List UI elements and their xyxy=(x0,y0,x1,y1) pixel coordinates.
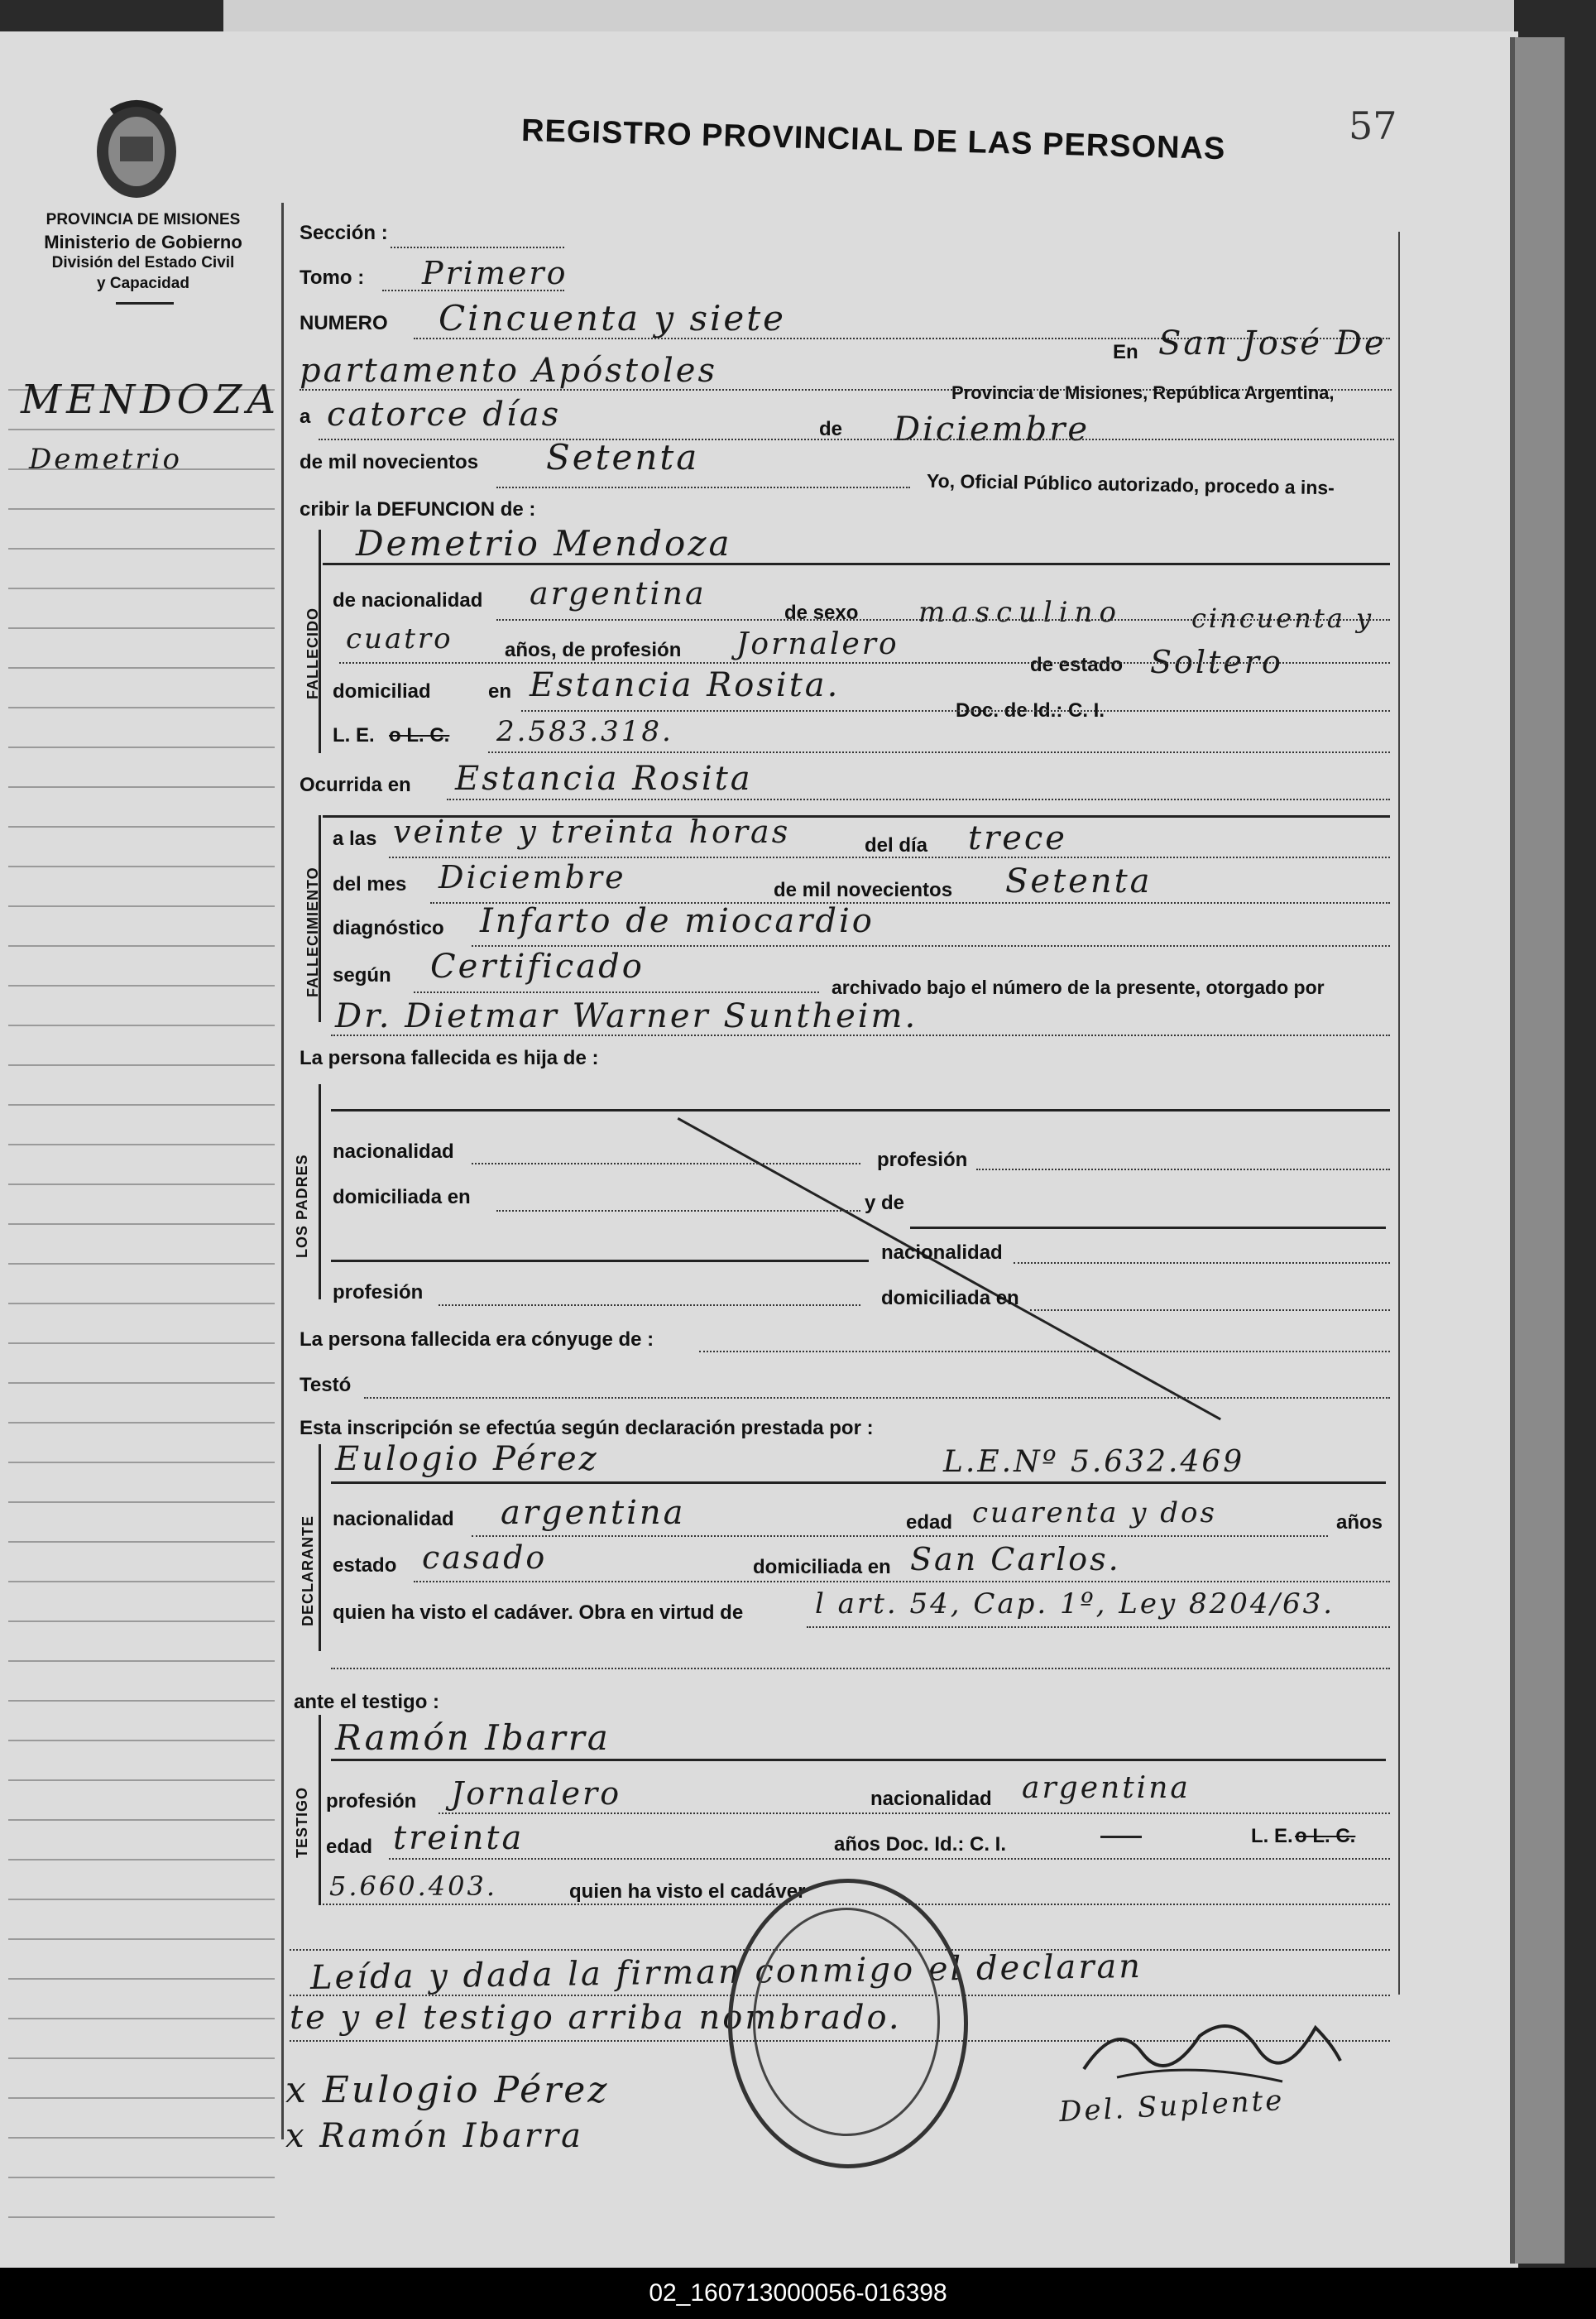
padre-profesion-label-2: profesión xyxy=(333,1281,424,1304)
margin-rule xyxy=(8,1104,275,1106)
margin-rule xyxy=(8,667,275,669)
profesion-value: Jornalero xyxy=(736,627,899,661)
del-dia-label: del día xyxy=(865,834,928,857)
division-label-1: División del Estado Civil xyxy=(51,254,235,271)
margin-rule xyxy=(8,1740,275,1741)
numero-value: Cincuenta y siete xyxy=(439,298,787,338)
de-label: de xyxy=(819,418,843,440)
seccion-label: Sección : xyxy=(300,222,388,244)
margin-rule xyxy=(8,826,275,828)
margin-rule xyxy=(8,2216,275,2218)
test-profesion-label: profesión xyxy=(326,1790,417,1812)
nacionalidad-label: de nacionalidad xyxy=(333,589,483,612)
padres-line-2 xyxy=(331,1260,869,1262)
margin-rule xyxy=(8,2137,275,2139)
testo-label: Testó xyxy=(300,1374,352,1396)
form-right-border xyxy=(1398,232,1400,1995)
margin-rule xyxy=(8,1342,275,1344)
margin-rule xyxy=(8,1581,275,1582)
en-label-2: en xyxy=(488,680,512,703)
obra-virtud-line xyxy=(807,1626,1390,1628)
margin-rule xyxy=(8,1501,275,1503)
del-mes-label: del mes xyxy=(333,873,407,895)
margin-rule xyxy=(8,1978,275,1980)
decl-nacionalidad-value: argentina xyxy=(501,1494,686,1532)
margin-rule xyxy=(8,1620,275,1622)
test-nacionalidad-label: nacionalidad xyxy=(870,1788,992,1810)
inscripcion-label: Esta inscripción se efectúa según declaración prestada por : xyxy=(300,1417,874,1439)
declarante-bracket xyxy=(319,1444,321,1651)
madre-domicilio-line xyxy=(1030,1309,1390,1311)
de-mil-novecientos-label: de mil novecientos xyxy=(300,451,479,473)
ante-testigo-label: ante el testigo : xyxy=(294,1691,440,1713)
ano-fall-value: Setenta xyxy=(1005,862,1153,900)
nacionalidad-value: argentina xyxy=(530,575,707,612)
margin-rule xyxy=(8,548,275,550)
test-edad-line xyxy=(389,1858,1390,1860)
margin-rule xyxy=(8,985,275,987)
test-doc-value: 5.660.403. xyxy=(329,1870,498,1902)
margin-rule xyxy=(8,2057,275,2059)
ocurrida-line xyxy=(447,799,1390,800)
margin-rule xyxy=(8,1025,275,1026)
fallecimiento-side-label: FALLECIMIENTO xyxy=(304,867,321,997)
testigo-line xyxy=(331,1759,1386,1761)
test-doc-dash xyxy=(1100,1836,1142,1838)
ano-value: Setenta xyxy=(546,437,700,478)
margin-rule xyxy=(8,627,275,629)
margin-rule xyxy=(8,1064,275,1066)
y-de-label: y de xyxy=(865,1192,905,1214)
testo-line xyxy=(364,1397,1390,1399)
provincia-label: Provincia de Misiones, República Argentina, xyxy=(951,382,1335,403)
margin-rule xyxy=(8,1541,275,1543)
profesion-line xyxy=(339,662,1390,664)
padre-domicilio-label: domiciliada en xyxy=(333,1186,471,1208)
segun-line xyxy=(414,991,819,993)
tomo-value: Primero xyxy=(422,255,568,291)
domicilio-value: Estancia Rosita. xyxy=(530,666,841,704)
test-profesion-line xyxy=(439,1812,1390,1814)
padre-profesion-line-2 xyxy=(439,1304,860,1306)
medico-value: Dr. Dietmar Warner Suntheim. xyxy=(335,997,918,1035)
decl-nacionalidad-line xyxy=(472,1535,1328,1537)
padre-nacionalidad-line xyxy=(472,1163,860,1164)
le-value: 2.583.318. xyxy=(496,715,673,748)
official-title: Del. Suplente xyxy=(1058,2083,1286,2129)
margin-rule xyxy=(8,1819,275,1821)
page-edge xyxy=(223,0,1514,33)
ocurrida-value: Estancia Rosita xyxy=(455,760,753,798)
anos-profesion-label: años, de profesión xyxy=(505,639,682,661)
decl-extra-line xyxy=(331,1668,1390,1669)
document-title: REGISTRO PROVINCIAL DE LAS PERSONAS xyxy=(520,113,1226,167)
madre-nacionalidad-line xyxy=(1014,1262,1390,1264)
seccion-line xyxy=(391,247,564,248)
diagnostico-label: diagnóstico xyxy=(333,917,444,939)
margin-rule xyxy=(8,1184,275,1185)
margin-rule xyxy=(8,588,275,589)
signature-declarante: x Eulogio Pérez xyxy=(285,2069,610,2111)
cribir-label: cribir la DEFUNCION de : xyxy=(300,498,536,521)
padre-profesion-label: profesión xyxy=(877,1149,968,1171)
test-le-strike-label: o L. C. xyxy=(1295,1825,1356,1847)
margin-rule xyxy=(8,1700,275,1702)
decl-edad-value: cuarenta y dos xyxy=(972,1496,1217,1529)
nombre-value: Demetrio Mendoza xyxy=(356,523,732,564)
en-label: En xyxy=(1113,341,1138,363)
test-anos-doc-label: años Doc. Id.: C. I. xyxy=(834,1833,1007,1856)
declarante-line xyxy=(331,1481,1386,1484)
doc-id-label: Doc. de Id.: C. I. xyxy=(956,699,1105,722)
testigo-side-label: TESTIGO xyxy=(294,1786,310,1858)
margin-rule xyxy=(8,786,275,788)
margin-rule xyxy=(8,1422,275,1424)
nombre-line xyxy=(323,563,1390,565)
test-le-label: L. E. xyxy=(1251,1825,1293,1847)
medico-line xyxy=(331,1035,1390,1036)
a-las-label: a las xyxy=(333,828,377,850)
margin-rule xyxy=(8,1660,275,1662)
le-line xyxy=(488,751,1390,753)
ocurrida-label: Ocurrida en xyxy=(300,774,411,796)
margin-rule xyxy=(8,2177,275,2178)
official-signature-icon xyxy=(1067,2003,1349,2094)
obra-virtud-value: l art. 54, Cap. 1º, Ley 8204/63. xyxy=(815,1587,1335,1620)
padre-profesion-line xyxy=(976,1169,1390,1170)
test-edad-value: treinta xyxy=(393,1819,525,1857)
margin-rule xyxy=(8,1263,275,1265)
declarante-value: Eulogio Pérez xyxy=(335,1440,599,1478)
sexo-label: de sexo xyxy=(784,602,859,624)
archivado-label: archivado bajo el número de la presente, otorgado por xyxy=(832,977,1325,998)
domicilio-line xyxy=(521,710,1390,712)
signature-testigo: x Ramón Ibarra xyxy=(285,2117,583,2155)
closing-text-1: Leída y dada la firman conmigo el declaran xyxy=(309,1947,1143,1998)
margin-rule xyxy=(8,1303,275,1304)
test-edad-label: edad xyxy=(326,1836,373,1858)
margin-rule xyxy=(8,2097,275,2099)
margin-rule xyxy=(8,1382,275,1384)
decl-estado-label: estado xyxy=(333,1554,397,1577)
padres-bracket xyxy=(319,1084,321,1299)
decl-domicilio-value: San Carlos. xyxy=(910,1541,1121,1577)
margin-rule xyxy=(8,429,275,430)
hora-line xyxy=(389,857,1390,858)
closing-text-2: te y el testigo arriba nombrado. xyxy=(290,1999,902,2037)
conyuge-line xyxy=(699,1351,1390,1352)
estado-label: de estado xyxy=(1030,654,1124,676)
official-seal-inner xyxy=(753,1908,940,2136)
division-label-2: y Capacidad xyxy=(97,275,189,292)
margin-rule xyxy=(8,1938,275,1940)
decl-anos-label: años xyxy=(1336,1511,1383,1534)
le-label: L. E. xyxy=(333,724,375,747)
test-quien-visto-label: quien ha visto el cadáver xyxy=(569,1880,806,1903)
margin-rule xyxy=(8,508,275,510)
dia-value: catorce días xyxy=(327,396,562,434)
testigo-bracket xyxy=(319,1715,321,1905)
madre-domicilio-label: domiciliada en xyxy=(881,1287,1019,1309)
conyuge-label: La persona fallecida era cónyuge de : xyxy=(300,1328,654,1351)
tomo-line xyxy=(382,290,564,291)
footer-id: 02_160713000056-016398 xyxy=(0,2268,1596,2319)
padres-side-label: LOS PADRES xyxy=(294,1154,310,1258)
header-rule xyxy=(116,302,174,305)
yo-oficial-label: Yo, Oficial Público autorizado, procedo a ins- xyxy=(926,469,1335,499)
testigo-value: Ramón Ibarra xyxy=(335,1717,611,1758)
padre-domicilio-line xyxy=(496,1210,860,1212)
madre-line xyxy=(910,1227,1386,1229)
margin-rule xyxy=(8,1859,275,1860)
edad-value-1: cincuenta y xyxy=(1191,603,1374,634)
margin-rule xyxy=(8,2018,275,2019)
padre-nacionalidad-label: nacionalidad xyxy=(333,1140,454,1163)
a-label: a xyxy=(300,406,311,428)
hora-value: veinte y treinta horas xyxy=(393,814,791,850)
book-cover-edge xyxy=(1510,37,1565,2264)
margin-divider xyxy=(281,203,284,2139)
margin-rule xyxy=(8,707,275,708)
margin-rule xyxy=(8,1899,275,1900)
fallecido-side-label: FALLECIDO xyxy=(304,607,321,699)
hija-de-label: La persona fallecida es hija de : xyxy=(300,1047,599,1069)
segun-label: según xyxy=(333,964,391,987)
margin-rule xyxy=(8,1144,275,1145)
province-label: PROVINCIA DE MISIONES xyxy=(46,211,241,228)
de-mil-nov-label-2: de mil novecientos xyxy=(774,879,953,901)
ano-line xyxy=(496,487,910,488)
mes-value: Diciembre xyxy=(894,411,1090,449)
margin-surname: MENDOZA xyxy=(21,377,281,423)
dia-line xyxy=(319,439,1394,440)
decl-estado-line xyxy=(414,1581,1390,1582)
test-profesion-value: Jornalero xyxy=(451,1775,622,1812)
diagnostico-value: Infarto de miocardio xyxy=(480,902,875,940)
ministry-label: Ministerio de Gobierno xyxy=(44,232,242,252)
madre-nacionalidad-label: nacionalidad xyxy=(881,1241,1003,1264)
departamento-value: partamento Apóstoles xyxy=(300,352,717,390)
margin-rule xyxy=(8,866,275,867)
segun-value: Certificado xyxy=(430,948,645,986)
test-nacionalidad-value: argentina xyxy=(1022,1771,1191,1805)
dia-fall-value: trece xyxy=(968,819,1067,857)
declarante-doc-value: L.E.Nº 5.632.469 xyxy=(943,1445,1245,1479)
margin-given-name: Demetrio xyxy=(29,443,183,476)
nacionalidad-line xyxy=(496,619,1390,621)
estado-value: Soltero xyxy=(1150,644,1283,680)
coat-of-arms-icon xyxy=(87,95,186,203)
domiciliad-label: domiciliad xyxy=(333,680,431,703)
sexo-value: masculino xyxy=(918,596,1124,629)
decl-estado-value: casado xyxy=(422,1539,548,1576)
diagnostico-line xyxy=(472,945,1390,947)
tomo-label: Tomo : xyxy=(300,266,365,289)
margin-rule xyxy=(8,1223,275,1225)
decl-domicilio-label: domiciliada en xyxy=(753,1556,891,1578)
quien-visto-label: quien ha visto el cadáver. Obra en virtud de xyxy=(333,1601,744,1624)
page-number: 57 xyxy=(1349,103,1397,148)
en-value: San José De xyxy=(1158,324,1387,362)
margin-rule xyxy=(8,905,275,907)
margin-rule xyxy=(8,1462,275,1463)
edad-value-2: cuatro xyxy=(346,622,453,655)
margin-rule xyxy=(8,1779,275,1781)
margin-rule xyxy=(8,747,275,748)
numero-label: NUMERO xyxy=(300,312,388,334)
mes-fall-value: Diciembre xyxy=(439,859,626,895)
declarante-side-label: DECLARANTE xyxy=(300,1515,316,1626)
padres-line-1 xyxy=(331,1109,1390,1111)
decl-edad-label: edad xyxy=(906,1511,953,1534)
margin-rule xyxy=(8,945,275,947)
decl-nacionalidad-label: nacionalidad xyxy=(333,1508,454,1530)
le-strike-label: o L. C. xyxy=(389,724,450,747)
